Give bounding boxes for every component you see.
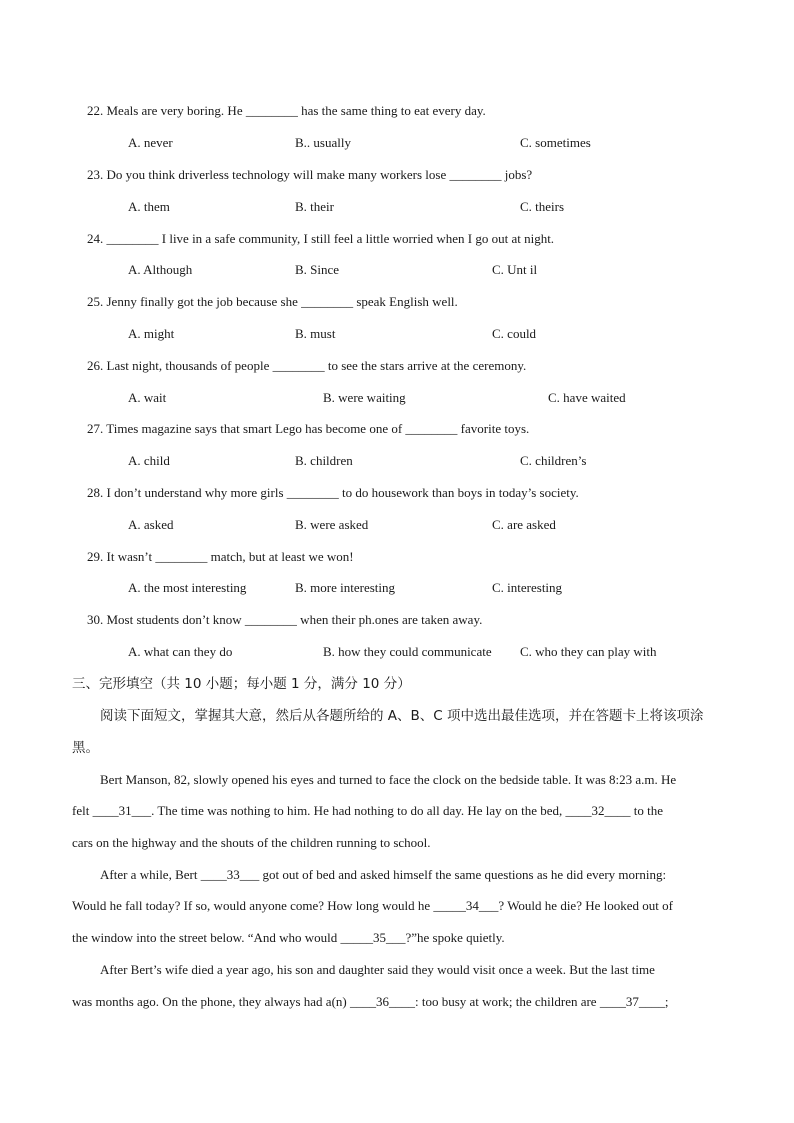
section-heading: 三、完形填空（共 10 小题；每小题 1 分，满分 10 分） — [72, 676, 411, 692]
question-stem: 29. It wasn’t ________ match, but at least we won! — [87, 549, 354, 564]
question-stem: 22. Meals are very boring. He ________ has the same thing to eat every day. — [87, 103, 486, 118]
option-b: B. more interesting — [295, 580, 396, 595]
passage-line: Bert Manson, 82, slowly opened his eyes and turned to face the clock on the bedside table. It was 8:23 a.m. He — [100, 772, 677, 787]
option-a: A. might — [128, 326, 175, 341]
passage-line: cars on the highway and the shouts of the children running to school. — [72, 835, 431, 850]
question-stem: 26. Last night, thousands of people ________ to see the stars arrive at the ceremony. — [87, 358, 527, 373]
option-a: A. child — [128, 453, 170, 468]
section-instruction: 阅读下面短文，掌握其大意，然后从各题所给的 A、B、C 项中选出最佳选项，并在答题卡上将该项涂 — [100, 708, 704, 724]
option-c: C. have waited — [548, 390, 626, 405]
passage-line: Would he fall today? If so, would anyone come? How long would he _____34___? Would he die? He looked out of — [72, 898, 673, 913]
option-c: C. children’s — [520, 453, 587, 468]
option-b: B. were waiting — [323, 390, 406, 405]
option-a: A. never — [128, 135, 173, 150]
option-c: C. who they can play with — [520, 644, 657, 659]
option-b: B. Since — [295, 262, 340, 277]
option-b: B. children — [295, 453, 353, 468]
option-a: A. wait — [128, 390, 167, 405]
option-c: C. sometimes — [520, 135, 591, 150]
question-stem: 24. ________ I live in a safe community, I still feel a little worried when I go out at night. — [87, 231, 555, 246]
question-stem: 28. I don’t understand why more girls ________ to do housework than boys in today’s society. — [87, 485, 579, 500]
option-c: C. are asked — [492, 517, 556, 532]
option-a: A. them — [128, 199, 170, 214]
option-c: C. could — [492, 326, 537, 341]
option-c: C. theirs — [520, 199, 565, 214]
passage-line: was months ago. On the phone, they always had a(n) ____36____: too busy at work; the children are ____37____; — [72, 994, 669, 1009]
section-instruction-cont: 黑。 — [72, 740, 99, 756]
option-b: B. how they could communicate — [323, 644, 492, 659]
option-b: B. were asked — [295, 517, 369, 532]
question-stem: 23. Do you think driverless technology will make many workers lose ________ jobs? — [87, 167, 533, 182]
option-a: A. asked — [128, 517, 174, 532]
option-a: A. what can they do — [128, 644, 233, 659]
question-stem: 30. Most students don’t know ________ when their ph.ones are taken away. — [87, 612, 483, 627]
passage-line: After Bert’s wife died a year ago, his son and daughter said they would visit once a week. But the last time — [100, 962, 655, 977]
option-b: B. their — [295, 199, 334, 214]
passage-line: After a while, Bert ____33___ got out of bed and asked himself the same questions as he did every morning: — [100, 867, 667, 882]
option-a: A. Although — [128, 262, 193, 277]
passage-line: the window into the street below. “And who would _____35___?”he spoke quietly. — [72, 930, 505, 945]
option-b: B. must — [295, 326, 336, 341]
question-stem: 25. Jenny finally got the job because she ________ speak English well. — [87, 294, 458, 309]
option-b: B.. usually — [295, 135, 351, 150]
option-a: A. the most interesting — [128, 580, 247, 595]
passage-line: felt ____31___. The time was nothing to him. He had nothing to do all day. He lay on the bed, ____32____ to the — [72, 803, 664, 818]
option-c: C. interesting — [492, 580, 563, 595]
question-stem: 27. Times magazine says that smart Lego has become one of ________ favorite toys. — [87, 421, 530, 436]
option-c: C. Unt il — [492, 262, 538, 277]
